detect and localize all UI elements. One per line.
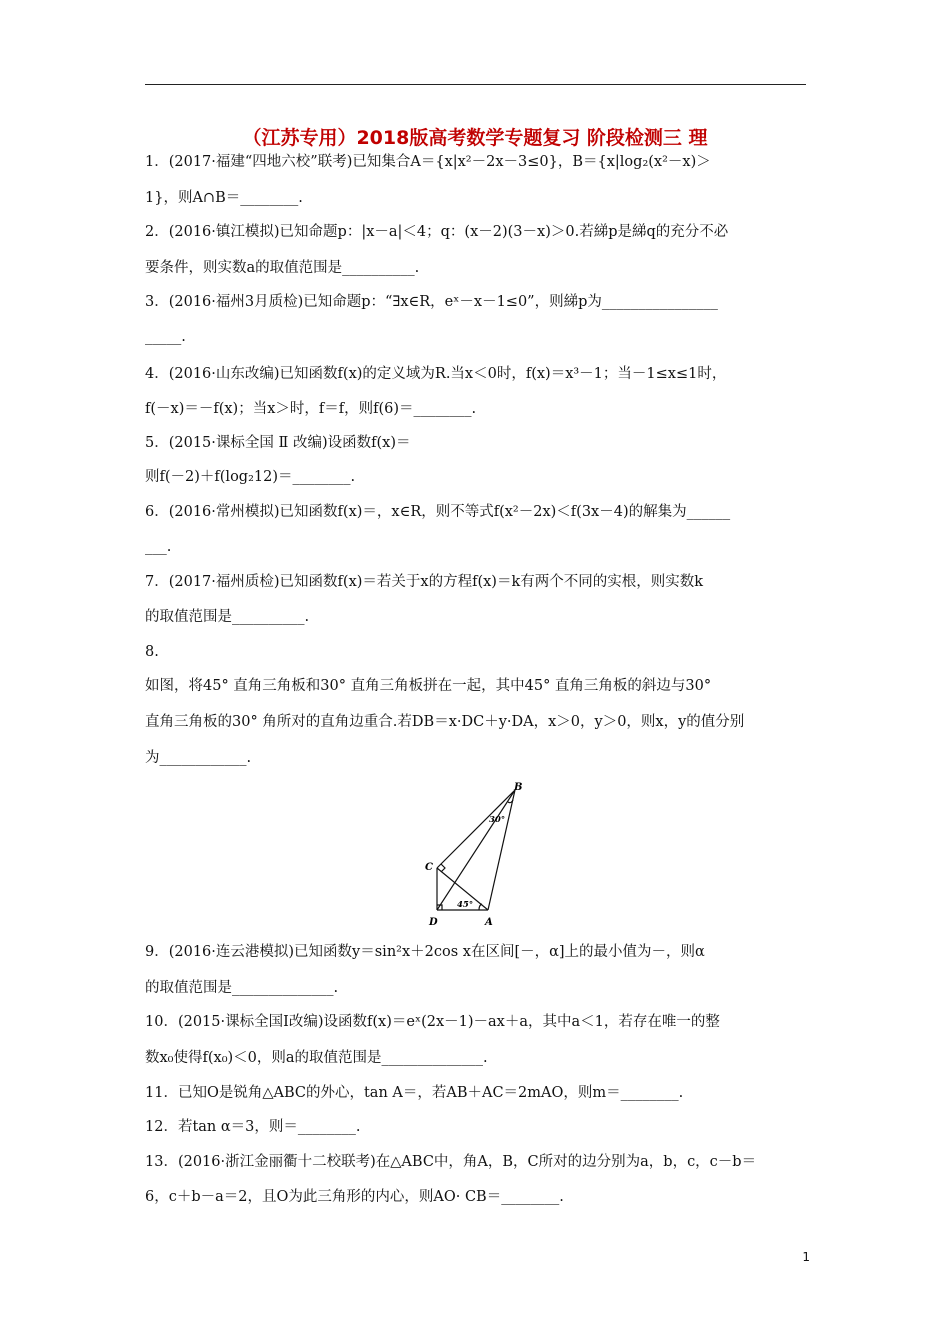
label-angle-45: 45° [457, 900, 474, 910]
problem-8-number: 8. [145, 644, 159, 660]
problem-8-line-2: 直角三角板的30° 角所对的直角边重合.若DB＝x·DC＋y·DA，x＞0，y＞0，则x，y的值分别 [145, 714, 745, 730]
problem-2-line-2: 要条件，则实数a的取值范围是__________. [145, 260, 420, 276]
problem-2-line-1: 2．(2016·镇江模拟)已知命题p：|x－a|＜4；q：(x－2)(3－x)＞0.若綈p是綈q的充分不必 [145, 224, 729, 240]
segment-ab [488, 790, 515, 910]
header-rule [145, 84, 806, 85]
segment-cb [437, 790, 515, 868]
problem-10-line-1: 10．(2015·课标全国Ⅰ改编)设函数f(x)＝eˣ(2x－1)－ax＋a，其中a＜1，若存在唯一的整 [145, 1014, 720, 1030]
right-angle-mark-c [441, 864, 445, 872]
problem-9-line-1: 9．(2016·连云港模拟)已知函数y＝sin²x＋2cos x在区间[－，α]上的最小值为－，则α [145, 944, 705, 960]
document-title: （江苏专用）2018版高考数学专题复习 阶段检测三 理 [242, 127, 708, 149]
label-d: D [429, 917, 438, 928]
label-a: A [485, 917, 493, 928]
problem-5-line-2: 则f(－2)＋f(log₂12)＝________. [145, 469, 356, 485]
page-number: 1 [802, 1250, 810, 1264]
label-angle-30: 30° [489, 815, 506, 825]
problem-13-line-1: 13．(2016·浙江金丽衢十二校联考)在△ABC中，角A，B，C所对的边分别为a，b，c，c－b＝ [145, 1154, 757, 1170]
problem-10-line-2: 数x₀使得f(x₀)＜0，则a的取值范围是______________. [145, 1050, 488, 1066]
problem-7-line-2: 的取值范围是__________. [145, 609, 310, 625]
segment-db [437, 790, 515, 910]
problem-6-line-2: ___. [145, 539, 172, 555]
problem-4-line-1: 4．(2016·山东改编)已知函数f(x)的定义域为R.当x＜0时，f(x)＝x³－1；当－1≤x≤1时， [145, 366, 727, 382]
problem-5-line-1: 5．(2015·课标全国 Ⅱ 改编)设函数f(x)＝ [145, 435, 411, 451]
problem-7-line-1: 7．(2017·福州质检)已知函数f(x)＝若关于x的方程f(x)＝k有两个不同的实根，则实数k [145, 574, 704, 590]
problem-3-line-1: 3．(2016·福州3月质检)已知命题p：“∃x∈R，eˣ－x－1≤0”，则綈p为________________ [145, 294, 718, 310]
label-b: B [514, 782, 523, 793]
problem-6-line-1: 6．(2016·常州模拟)已知函数f(x)＝，x∈R，则不等式f(x²－2x)＜f(3x－4)的解集为______ [145, 504, 731, 520]
problem-12: 12．若tan α＝3，则＝________. [145, 1119, 361, 1135]
problem-3-line-2: _____. [145, 329, 186, 345]
problem-11: 11．已知O是锐角△ABC的外心，tan A＝，若AB＋AC＝2mAO，则m＝________. [145, 1085, 684, 1101]
problem-8-line-3: 为____________. [145, 750, 252, 766]
problem-1-line-1: 1．(2017·福建“四地六校”联考)已知集合A＝{x|x²－2x－3≤0}，B＝{x|log₂(x²－x)＞ [145, 154, 711, 170]
triangle-figure [415, 778, 535, 932]
problem-4-line-2: f(－x)＝－f(x)；当x＞时，f＝f，则f(6)＝________. [145, 401, 477, 417]
problem-9-line-2: 的取值范围是______________. [145, 980, 339, 996]
label-c: C [425, 862, 433, 873]
problem-13-line-2: 6，c＋b－a＝2，且O为此三角形的内心，则AO· CB＝________. [145, 1189, 564, 1205]
problem-8-line-1: 如图，将45° 直角三角板和30° 直角三角板拼在一起，其中45° 直角三角板的斜边与30° [145, 678, 712, 694]
problem-1-line-2: 1}，则A∩B＝________. [145, 190, 303, 206]
